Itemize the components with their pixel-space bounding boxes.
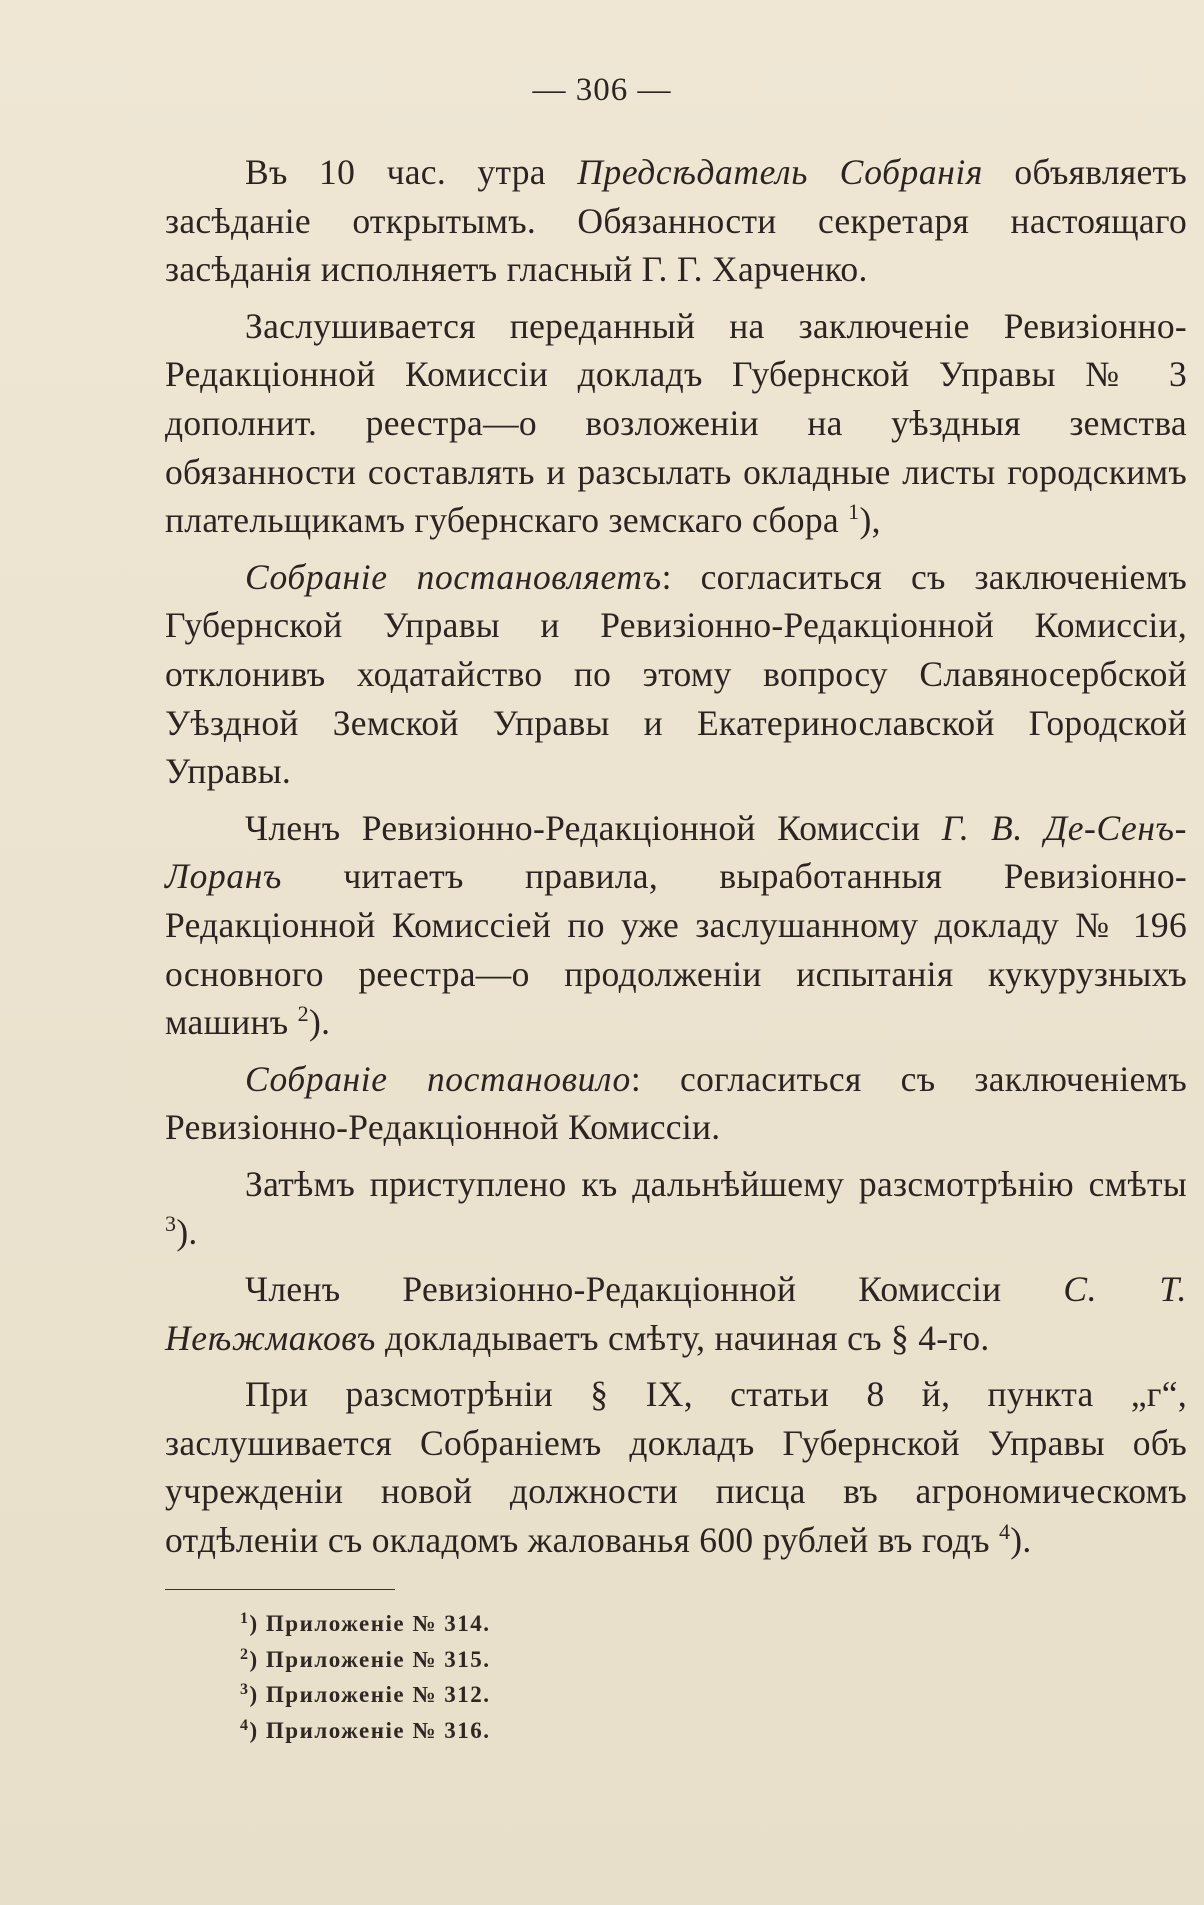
footnote-item xyxy=(240,1677,490,1713)
paragraph-text: Членъ Ревизіонно-Редакціонной Комиссіи xyxy=(245,807,942,848)
paragraph-text: читаетъ правила, выработанныя Ревизіонно-Редакціонной Комиссіей по уже заслушанному докладу № 196 основного реестра—о продолженіи испытанія кукурузныхъ машинъ xyxy=(165,856,1187,1043)
paragraph-clerk-position xyxy=(165,1370,1187,1564)
paragraph-italic: Г. В. Де-Сенъ-Лоранъ xyxy=(165,807,1188,897)
paragraph-text: объявляетъ засѣданіе открытымъ. Обязанности секретаря настоящаго засѣданія исполняетъ гласный Г. Г. Харченко. xyxy=(165,152,1188,290)
paragraph-italic: Собраніе постановило xyxy=(245,1058,631,1099)
footnote-text: ) Приложеніе № 312. xyxy=(249,1682,491,1707)
footnote-mark: 1 xyxy=(240,1610,250,1627)
paragraph-text: : согласиться съ заключеніемъ Губернской Управы и Ревизіонно-Редакціонной Комиссіи, отклонивъ ходатайство по этому вопросу Славяносербской Уѣздной Земской Управы и Екатеринославской Городской Управы. xyxy=(165,556,1188,792)
paragraph-text: Затѣмъ приступлено къ дальнѣйшему разсмотрѣнію смѣты xyxy=(245,1163,1187,1204)
paragraph-italic: Предсѣдатель Собранія xyxy=(577,152,984,192)
paragraph-text: докладываетъ смѣту, начиная съ § 4-го. xyxy=(375,1317,990,1358)
paragraph-opening xyxy=(165,148,1187,294)
footnotes xyxy=(240,1606,490,1748)
paragraph-text: ), xyxy=(859,500,881,541)
paragraph-text: Членъ Ревизіонно-Редакціонной Комиссіи xyxy=(245,1269,1064,1310)
paragraph-resolution xyxy=(165,553,1187,796)
footnote-item xyxy=(240,1713,490,1749)
footnote-text: ) Приложеніе № 315. xyxy=(249,1646,491,1672)
page-number: — 306 — xyxy=(532,72,672,108)
paragraph-text: : согласиться съ заключеніемъ Ревизіонно-Редакціонной Комиссіи. xyxy=(165,1058,1187,1148)
paragraph-member-report xyxy=(165,1265,1187,1362)
paragraph-text: ). xyxy=(176,1212,198,1253)
footnote-item xyxy=(240,1642,490,1678)
paragraph-italic: Собраніе постановляетъ xyxy=(245,556,662,597)
paragraph-italic: С. Т. Неѣжмаковъ xyxy=(165,1269,1188,1358)
paragraph-resolution xyxy=(165,1055,1187,1152)
paragraph-text: ). xyxy=(308,1002,331,1043)
footnote-divider xyxy=(165,1589,395,1590)
footnote-item xyxy=(240,1606,490,1642)
paragraph-rules xyxy=(165,804,1187,1047)
paragraph-text: Въ 10 час. утра xyxy=(245,152,578,192)
paragraph-text: Заслушивается переданный на заключеніе Ревизіонно-Редакціонной Комиссіи докладъ Губернской Управы № 3 дополнит. реестра—о возложеніи на уѣздныя земства обязанности составлять и разсылать окладные листы городскимъ плательщикамъ губернскаго земскаго сбора xyxy=(165,305,1187,541)
footnote-ref: 3 xyxy=(165,1211,177,1237)
footnote-mark: 2 xyxy=(240,1645,250,1663)
footnote-ref: 4 xyxy=(998,1519,1011,1545)
footnote-text: ) Приложеніе № 314. xyxy=(249,1611,491,1636)
footnote-text: ) Приложеніе № 316. xyxy=(249,1717,491,1743)
footnote-mark: 4 xyxy=(240,1716,250,1734)
body-text xyxy=(165,148,1187,1565)
paragraph-estimate xyxy=(165,1160,1187,1257)
paragraph-report xyxy=(165,302,1187,545)
paragraph-text: ). xyxy=(1010,1520,1032,1561)
footnote-ref: 1 xyxy=(848,499,860,525)
paragraph-text: При разсмотрѣніи § IX, статьи 8 й, пункта „г“, заслушивается Собраніемъ докладъ Губернской Управы объ учрежденіи новой должности писца въ агрономическомъ отдѣленіи съ окладомъ жалованья 600 рублей въ годъ xyxy=(165,1374,1187,1561)
footnote-ref: 2 xyxy=(297,1001,309,1027)
footnote-mark: 3 xyxy=(240,1681,250,1698)
